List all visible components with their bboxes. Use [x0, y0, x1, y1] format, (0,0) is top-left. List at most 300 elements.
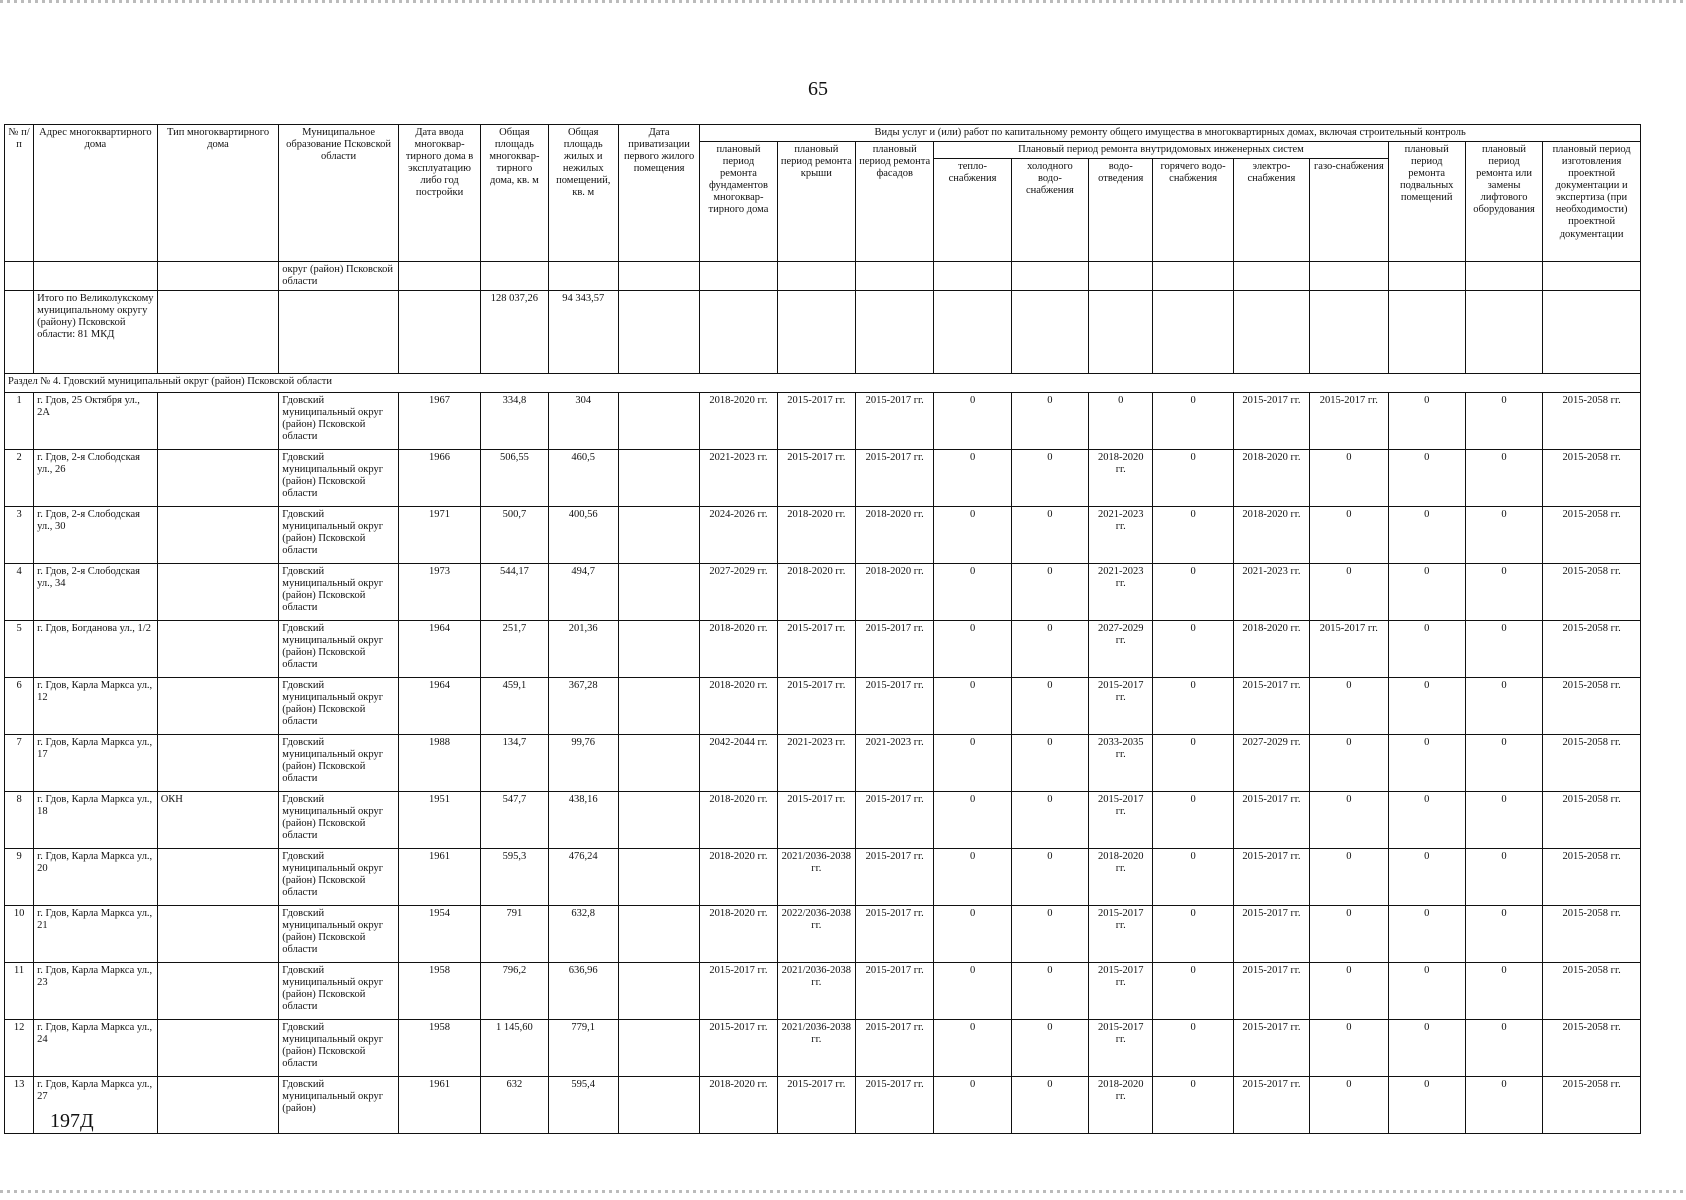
cell-electric: 2015-2017 гг. — [1233, 1020, 1309, 1077]
cell-total-area: 506,55 — [481, 450, 548, 507]
cell-facade: 2015-2017 гг. — [856, 450, 934, 507]
cell-elevator: 0 — [1465, 621, 1542, 678]
cell-hot: 0 — [1153, 1020, 1233, 1077]
cell-num: 7 — [5, 735, 34, 792]
cell-priv — [618, 735, 699, 792]
cell-hot: 0 — [1153, 1077, 1233, 1134]
cell-basement: 0 — [1388, 735, 1465, 792]
cell-heat: 0 — [934, 963, 1011, 1020]
table-row — [5, 792, 1641, 849]
cell-sewer: 2015-2017 гг. — [1089, 678, 1153, 735]
cell-num: 8 — [5, 792, 34, 849]
cell-year: 1961 — [398, 1077, 480, 1134]
cell-heat: 0 — [934, 450, 1011, 507]
cell-gas: 0 — [1310, 678, 1388, 735]
col-sewer: водо-отведения — [1089, 159, 1153, 262]
cell-num: 3 — [5, 507, 34, 564]
cell-electric: 2015-2017 гг. — [1233, 906, 1309, 963]
cell-roof: 2015-2017 гг. — [777, 678, 855, 735]
cell-cold: 0 — [1011, 393, 1088, 450]
cell-electric: 2027-2029 гг. — [1233, 735, 1309, 792]
cell-elevator: 0 — [1465, 906, 1542, 963]
cell-electric: 2015-2017 гг. — [1233, 1077, 1309, 1134]
cell-gas: 0 — [1310, 1020, 1388, 1077]
cell-sewer: 2018-2020 гг. — [1089, 450, 1153, 507]
cell-num: 11 — [5, 963, 34, 1020]
cell-year: 1988 — [398, 735, 480, 792]
cell-foundation: 2018-2020 гг. — [700, 906, 777, 963]
cell-priv — [618, 678, 699, 735]
cell-gas: 0 — [1310, 450, 1388, 507]
col-works-group: Виды услуг и (или) работ по капитальному ремонту общего имущества в многоквартирных домах, включая строительный контроль — [700, 125, 1641, 142]
cell-basement: 0 — [1388, 678, 1465, 735]
col-basement: плановый период ремонта подвальных помещений — [1388, 142, 1465, 262]
total-label: Итого по Великолукскому муниципальному округу (району) Псковской области: 81 МКД — [34, 291, 158, 374]
cell-type — [157, 906, 279, 963]
cell-roof: 2021-2023 гг. — [777, 735, 855, 792]
cell-roof: 2018-2020 гг. — [777, 564, 855, 621]
cell-num: 10 — [5, 906, 34, 963]
cell-basement: 0 — [1388, 906, 1465, 963]
carryover-row — [5, 262, 1641, 291]
cell-sewer: 2021-2023 гг. — [1089, 564, 1153, 621]
cell-address: г. Гдов, 2-я Слободская ул., 26 — [34, 450, 158, 507]
cell-total-area: 547,7 — [481, 792, 548, 849]
cell-total-area: 791 — [481, 906, 548, 963]
cell-living-area: 438,16 — [548, 792, 618, 849]
table-row — [5, 678, 1641, 735]
table-row — [5, 1020, 1641, 1077]
cell-living-area: 632,8 — [548, 906, 618, 963]
cell-type — [157, 963, 279, 1020]
cell-facade: 2015-2017 гг. — [856, 849, 934, 906]
cell-year: 1967 — [398, 393, 480, 450]
cell-hot: 0 — [1153, 564, 1233, 621]
cell-sewer: 2033-2035 гг. — [1089, 735, 1153, 792]
cell-basement: 0 — [1388, 963, 1465, 1020]
cell-facade: 2021-2023 гг. — [856, 735, 934, 792]
cell-cold: 0 — [1011, 735, 1088, 792]
col-privatization-date: Дата приватизации первого жилого помещения — [618, 125, 699, 262]
col-elevator: плановый период ремонта или замены лифтового оборудования — [1465, 142, 1542, 262]
cell-facade: 2015-2017 гг. — [856, 621, 934, 678]
cell-address: г. Гдов, Карла Маркса ул., 20 — [34, 849, 158, 906]
cell-elevator: 0 — [1465, 507, 1542, 564]
col-hot-water: горячего водо-снабжения — [1153, 159, 1233, 262]
cell-cold: 0 — [1011, 678, 1088, 735]
cell-type — [157, 564, 279, 621]
cell-hot: 0 — [1153, 393, 1233, 450]
section-row — [5, 374, 1641, 393]
cell-municipality: Гдовский муниципальный округ (район) Псковской области — [279, 621, 399, 678]
cell-total-area: 544,17 — [481, 564, 548, 621]
table-row — [5, 393, 1641, 450]
cell-year: 1958 — [398, 1020, 480, 1077]
cell-heat: 0 — [934, 507, 1011, 564]
cell-elevator: 0 — [1465, 678, 1542, 735]
cell-heat: 0 — [934, 1020, 1011, 1077]
cell-type — [157, 678, 279, 735]
scan-edge-bottom — [0, 1190, 1686, 1193]
cell-gas: 0 — [1310, 1077, 1388, 1134]
total-row — [5, 291, 1641, 374]
cell-design: 2015-2058 гг. — [1543, 507, 1641, 564]
cell-design: 2015-2058 гг. — [1543, 678, 1641, 735]
cell-living-area: 779,1 — [548, 1020, 618, 1077]
cell-electric: 2021-2023 гг. — [1233, 564, 1309, 621]
cell-elevator: 0 — [1465, 735, 1542, 792]
cell-foundation: 2042-2044 гг. — [700, 735, 777, 792]
document-code: 197Д — [50, 1110, 94, 1132]
cell-total-area: 500,7 — [481, 507, 548, 564]
cell-design: 2015-2058 гг. — [1543, 963, 1641, 1020]
cell-num: 9 — [5, 849, 34, 906]
cell-electric: 2018-2020 гг. — [1233, 621, 1309, 678]
cell-design: 2015-2058 гг. — [1543, 450, 1641, 507]
cell-roof: 2018-2020 гг. — [777, 507, 855, 564]
cell-foundation: 2018-2020 гг. — [700, 393, 777, 450]
cell-year: 1971 — [398, 507, 480, 564]
page-number: 65 — [808, 78, 828, 100]
cell-heat: 0 — [934, 735, 1011, 792]
cell-foundation: 2018-2020 гг. — [700, 792, 777, 849]
cell-living-area: 99,76 — [548, 735, 618, 792]
cell-heat: 0 — [934, 792, 1011, 849]
cell-electric: 2018-2020 гг. — [1233, 507, 1309, 564]
cell-year: 1966 — [398, 450, 480, 507]
cell-address: г. Гдов, Богданова ул., 1/2 — [34, 621, 158, 678]
cell-total-area: 334,8 — [481, 393, 548, 450]
col-total-area: Общая площадь многоквар-тирного дома, кв. м — [481, 125, 548, 262]
cell-electric: 2015-2017 гг. — [1233, 792, 1309, 849]
cell-design: 2015-2058 гг. — [1543, 792, 1641, 849]
cell-cold: 0 — [1011, 906, 1088, 963]
cell-facade: 2015-2017 гг. — [856, 1077, 934, 1134]
carryover-municipality: округ (район) Псковской области — [279, 262, 399, 291]
cell-total-area: 796,2 — [481, 963, 548, 1020]
cell-facade: 2015-2017 гг. — [856, 393, 934, 450]
cell-total-area: 134,7 — [481, 735, 548, 792]
cell-municipality: Гдовский муниципальный округ (район) Псковской области — [279, 963, 399, 1020]
cell-elevator: 0 — [1465, 1077, 1542, 1134]
cell-num: 2 — [5, 450, 34, 507]
col-roof: плановый период ремонта крыши — [777, 142, 855, 262]
cell-priv — [618, 1077, 699, 1134]
cell-sewer: 2027-2029 гг. — [1089, 621, 1153, 678]
cell-year: 1961 — [398, 849, 480, 906]
cell-living-area: 367,28 — [548, 678, 618, 735]
section-title: Раздел № 4. Гдовский муниципальный округ (район) Псковской области — [5, 374, 1641, 393]
cell-type — [157, 507, 279, 564]
cell-facade: 2015-2017 гг. — [856, 678, 934, 735]
scan-edge-top — [0, 0, 1686, 3]
table-row — [5, 564, 1641, 621]
cell-gas: 2015-2017 гг. — [1310, 621, 1388, 678]
cell-total-area: 595,3 — [481, 849, 548, 906]
col-heat: тепло-снабжения — [934, 159, 1011, 262]
cell-gas: 0 — [1310, 906, 1388, 963]
cell-num: 4 — [5, 564, 34, 621]
cell-municipality: Гдовский муниципальный округ (район) Псковской области — [279, 849, 399, 906]
cell-address: г. Гдов, Карла Маркса ул., 18 — [34, 792, 158, 849]
cell-elevator: 0 — [1465, 393, 1542, 450]
cell-living-area: 460,5 — [548, 450, 618, 507]
cell-cold: 0 — [1011, 450, 1088, 507]
cell-design: 2015-2058 гг. — [1543, 849, 1641, 906]
cell-address: г. Гдов, Карла Маркса ул., 24 — [34, 1020, 158, 1077]
total-area-value: 128 037,26 — [481, 291, 548, 374]
cell-living-area: 400,56 — [548, 507, 618, 564]
cell-gas: 2015-2017 гг. — [1310, 393, 1388, 450]
cell-municipality: Гдовский муниципальный округ (район) Псковской области — [279, 735, 399, 792]
col-municipality: Муниципальное образование Псковской области — [279, 125, 399, 262]
cell-elevator: 0 — [1465, 450, 1542, 507]
cell-facade: 2015-2017 гг. — [856, 792, 934, 849]
cell-gas: 0 — [1310, 507, 1388, 564]
cell-address: г. Гдов, 2-я Слободская ул., 34 — [34, 564, 158, 621]
cell-priv — [618, 621, 699, 678]
cell-foundation: 2024-2026 гг. — [700, 507, 777, 564]
cell-foundation: 2018-2020 гг. — [700, 849, 777, 906]
cell-heat: 0 — [934, 678, 1011, 735]
col-living-area: Общая площадь жилых и нежилых помещений, кв. м — [548, 125, 618, 262]
capital-repair-table — [4, 124, 1641, 1134]
cell-foundation: 2018-2020 гг. — [700, 678, 777, 735]
cell-basement: 0 — [1388, 507, 1465, 564]
cell-facade: 2018-2020 гг. — [856, 564, 934, 621]
cell-total-area: 251,7 — [481, 621, 548, 678]
cell-heat: 0 — [934, 621, 1011, 678]
cell-address: г. Гдов, 25 Октября ул., 2А — [34, 393, 158, 450]
col-num: № п/п — [5, 125, 34, 262]
cell-municipality: Гдовский муниципальный округ (район) Псковской области — [279, 507, 399, 564]
cell-roof: 2021/2036-2038 гг. — [777, 849, 855, 906]
cell-electric: 2015-2017 гг. — [1233, 393, 1309, 450]
cell-address: г. Гдов, Карла Маркса ул., 12 — [34, 678, 158, 735]
cell-hot: 0 — [1153, 963, 1233, 1020]
cell-municipality: Гдовский муниципальный округ (район) Псковской области — [279, 564, 399, 621]
cell-municipality: Гдовский муниципальный округ (район) Псковской области — [279, 792, 399, 849]
cell-gas: 0 — [1310, 792, 1388, 849]
cell-total-area: 632 — [481, 1077, 548, 1134]
cell-sewer: 2015-2017 гг. — [1089, 792, 1153, 849]
cell-municipality: Гдовский муниципальный округ (район) Псковской области — [279, 906, 399, 963]
cell-cold: 0 — [1011, 1077, 1088, 1134]
cell-basement: 0 — [1388, 1020, 1465, 1077]
cell-design: 2015-2058 гг. — [1543, 621, 1641, 678]
cell-gas: 0 — [1310, 849, 1388, 906]
cell-heat: 0 — [934, 564, 1011, 621]
cell-living-area: 476,24 — [548, 849, 618, 906]
table-row — [5, 1077, 1641, 1134]
cell-cold: 0 — [1011, 507, 1088, 564]
cell-design: 2015-2058 гг. — [1543, 735, 1641, 792]
col-cold-water: холодного водо-снабжения — [1011, 159, 1088, 262]
cell-num: 6 — [5, 678, 34, 735]
cell-year: 1964 — [398, 678, 480, 735]
cell-living-area: 304 — [548, 393, 618, 450]
cell-hot: 0 — [1153, 735, 1233, 792]
cell-living-area: 201,36 — [548, 621, 618, 678]
cell-address: г. Гдов, 2-я Слободская ул., 30 — [34, 507, 158, 564]
cell-elevator: 0 — [1465, 963, 1542, 1020]
cell-address: г. Гдов, Карла Маркса ул., 17 — [34, 735, 158, 792]
cell-num: 5 — [5, 621, 34, 678]
cell-basement: 0 — [1388, 1077, 1465, 1134]
cell-cold: 0 — [1011, 963, 1088, 1020]
table-row — [5, 507, 1641, 564]
cell-type — [157, 735, 279, 792]
cell-priv — [618, 393, 699, 450]
cell-foundation: 2015-2017 гг. — [700, 963, 777, 1020]
cell-type — [157, 393, 279, 450]
cell-foundation: 2018-2020 гг. — [700, 1077, 777, 1134]
cell-total-area: 1 145,60 — [481, 1020, 548, 1077]
cell-priv — [618, 507, 699, 564]
cell-basement: 0 — [1388, 393, 1465, 450]
cell-sewer: 2015-2017 гг. — [1089, 963, 1153, 1020]
cell-priv — [618, 450, 699, 507]
cell-priv — [618, 1020, 699, 1077]
cell-hot: 0 — [1153, 621, 1233, 678]
cell-foundation: 2015-2017 гг. — [700, 1020, 777, 1077]
cell-year: 1973 — [398, 564, 480, 621]
cell-sewer: 2018-2020 гг. — [1089, 849, 1153, 906]
cell-municipality: Гдовский муниципальный округ (район) Псковской области — [279, 450, 399, 507]
cell-year: 1964 — [398, 621, 480, 678]
col-engineering-group: Плановый период ремонта внутридомовых инженерных систем — [934, 142, 1388, 159]
cell-roof: 2015-2017 гг. — [777, 1077, 855, 1134]
cell-sewer: 0 — [1089, 393, 1153, 450]
cell-basement: 0 — [1388, 621, 1465, 678]
cell-design: 2015-2058 гг. — [1543, 393, 1641, 450]
col-foundation: плановый период ремонта фундаментов многоквар-тирного дома — [700, 142, 777, 262]
cell-hot: 0 — [1153, 507, 1233, 564]
table-row — [5, 450, 1641, 507]
cell-roof: 2021/2036-2038 гг. — [777, 1020, 855, 1077]
cell-elevator: 0 — [1465, 792, 1542, 849]
cell-num: 13 — [5, 1077, 34, 1134]
cell-type — [157, 1077, 279, 1134]
cell-gas: 0 — [1310, 735, 1388, 792]
cell-num: 12 — [5, 1020, 34, 1077]
cell-heat: 0 — [934, 1077, 1011, 1134]
cell-heat: 0 — [934, 849, 1011, 906]
col-commission-date: Дата ввода многоквар-тирного дома в эксплуатацию либо год постройки — [398, 125, 480, 262]
table-row — [5, 963, 1641, 1020]
cell-hot: 0 — [1153, 450, 1233, 507]
col-design: плановый период изготовления проектной документации и экспертиза (при необходимости) проектной документации — [1543, 142, 1641, 262]
cell-facade: 2015-2017 гг. — [856, 1020, 934, 1077]
cell-municipality: Гдовский муниципальный округ (район) Псковской области — [279, 393, 399, 450]
cell-year: 1951 — [398, 792, 480, 849]
cell-type — [157, 621, 279, 678]
cell-total-area: 459,1 — [481, 678, 548, 735]
cell-roof: 2015-2017 гг. — [777, 393, 855, 450]
living-area-value: 94 343,57 — [548, 291, 618, 374]
cell-year: 1958 — [398, 963, 480, 1020]
col-electric: электро-снабжения — [1233, 159, 1309, 262]
cell-roof: 2015-2017 гг. — [777, 621, 855, 678]
cell-type: ОКН — [157, 792, 279, 849]
cell-municipality: Гдовский муниципальный округ (район) Псковской области — [279, 1020, 399, 1077]
cell-num: 1 — [5, 393, 34, 450]
cell-basement: 0 — [1388, 450, 1465, 507]
cell-basement: 0 — [1388, 792, 1465, 849]
cell-type — [157, 450, 279, 507]
cell-cold: 0 — [1011, 564, 1088, 621]
cell-living-area: 494,7 — [548, 564, 618, 621]
cell-priv — [618, 963, 699, 1020]
cell-sewer: 2015-2017 гг. — [1089, 1020, 1153, 1077]
cell-address: г. Гдов, Карла Маркса ул., 23 — [34, 963, 158, 1020]
cell-basement: 0 — [1388, 564, 1465, 621]
cell-elevator: 0 — [1465, 849, 1542, 906]
cell-sewer: 2015-2017 гг. — [1089, 906, 1153, 963]
cell-elevator: 0 — [1465, 1020, 1542, 1077]
cell-design: 2015-2058 гг. — [1543, 1077, 1641, 1134]
cell-facade: 2015-2017 гг. — [856, 906, 934, 963]
col-type: Тип многоквартирного дома — [157, 125, 279, 262]
cell-cold: 0 — [1011, 792, 1088, 849]
cell-roof: 2022/2036-2038 гг. — [777, 906, 855, 963]
cell-electric: 2015-2017 гг. — [1233, 963, 1309, 1020]
table-row — [5, 735, 1641, 792]
col-gas: газо-снабжения — [1310, 159, 1388, 262]
cell-cold: 0 — [1011, 849, 1088, 906]
cell-electric: 2018-2020 гг. — [1233, 450, 1309, 507]
cell-roof: 2015-2017 гг. — [777, 792, 855, 849]
cell-sewer: 2021-2023 гг. — [1089, 507, 1153, 564]
cell-gas: 0 — [1310, 564, 1388, 621]
cell-design: 2015-2058 гг. — [1543, 1020, 1641, 1077]
cell-hot: 0 — [1153, 849, 1233, 906]
cell-priv — [618, 849, 699, 906]
cell-municipality: Гдовский муниципальный округ (район) — [279, 1077, 399, 1134]
cell-priv — [618, 792, 699, 849]
cell-facade: 2015-2017 гг. — [856, 963, 934, 1020]
cell-municipality: Гдовский муниципальный округ (район) Псковской области — [279, 678, 399, 735]
table-row — [5, 621, 1641, 678]
table-row — [5, 849, 1641, 906]
cell-facade: 2018-2020 гг. — [856, 507, 934, 564]
cell-living-area: 636,96 — [548, 963, 618, 1020]
cell-heat: 0 — [934, 906, 1011, 963]
table-row — [5, 906, 1641, 963]
cell-address: г. Гдов, Карла Маркса ул., 27 — [34, 1077, 158, 1134]
col-facade: плановый период ремонта фасадов — [856, 142, 934, 262]
cell-address: г. Гдов, Карла Маркса ул., 21 — [34, 906, 158, 963]
cell-electric: 2015-2017 гг. — [1233, 678, 1309, 735]
cell-cold: 0 — [1011, 621, 1088, 678]
cell-foundation: 2021-2023 гг. — [700, 450, 777, 507]
cell-type — [157, 849, 279, 906]
cell-hot: 0 — [1153, 906, 1233, 963]
cell-roof: 2021/2036-2038 гг. — [777, 963, 855, 1020]
cell-roof: 2015-2017 гг. — [777, 450, 855, 507]
cell-foundation: 2018-2020 гг. — [700, 621, 777, 678]
cell-design: 2015-2058 гг. — [1543, 906, 1641, 963]
cell-cold: 0 — [1011, 1020, 1088, 1077]
cell-priv — [618, 564, 699, 621]
cell-basement: 0 — [1388, 849, 1465, 906]
cell-electric: 2015-2017 гг. — [1233, 849, 1309, 906]
cell-type — [157, 1020, 279, 1077]
cell-year: 1954 — [398, 906, 480, 963]
cell-design: 2015-2058 гг. — [1543, 564, 1641, 621]
cell-foundation: 2027-2029 гг. — [700, 564, 777, 621]
cell-hot: 0 — [1153, 792, 1233, 849]
